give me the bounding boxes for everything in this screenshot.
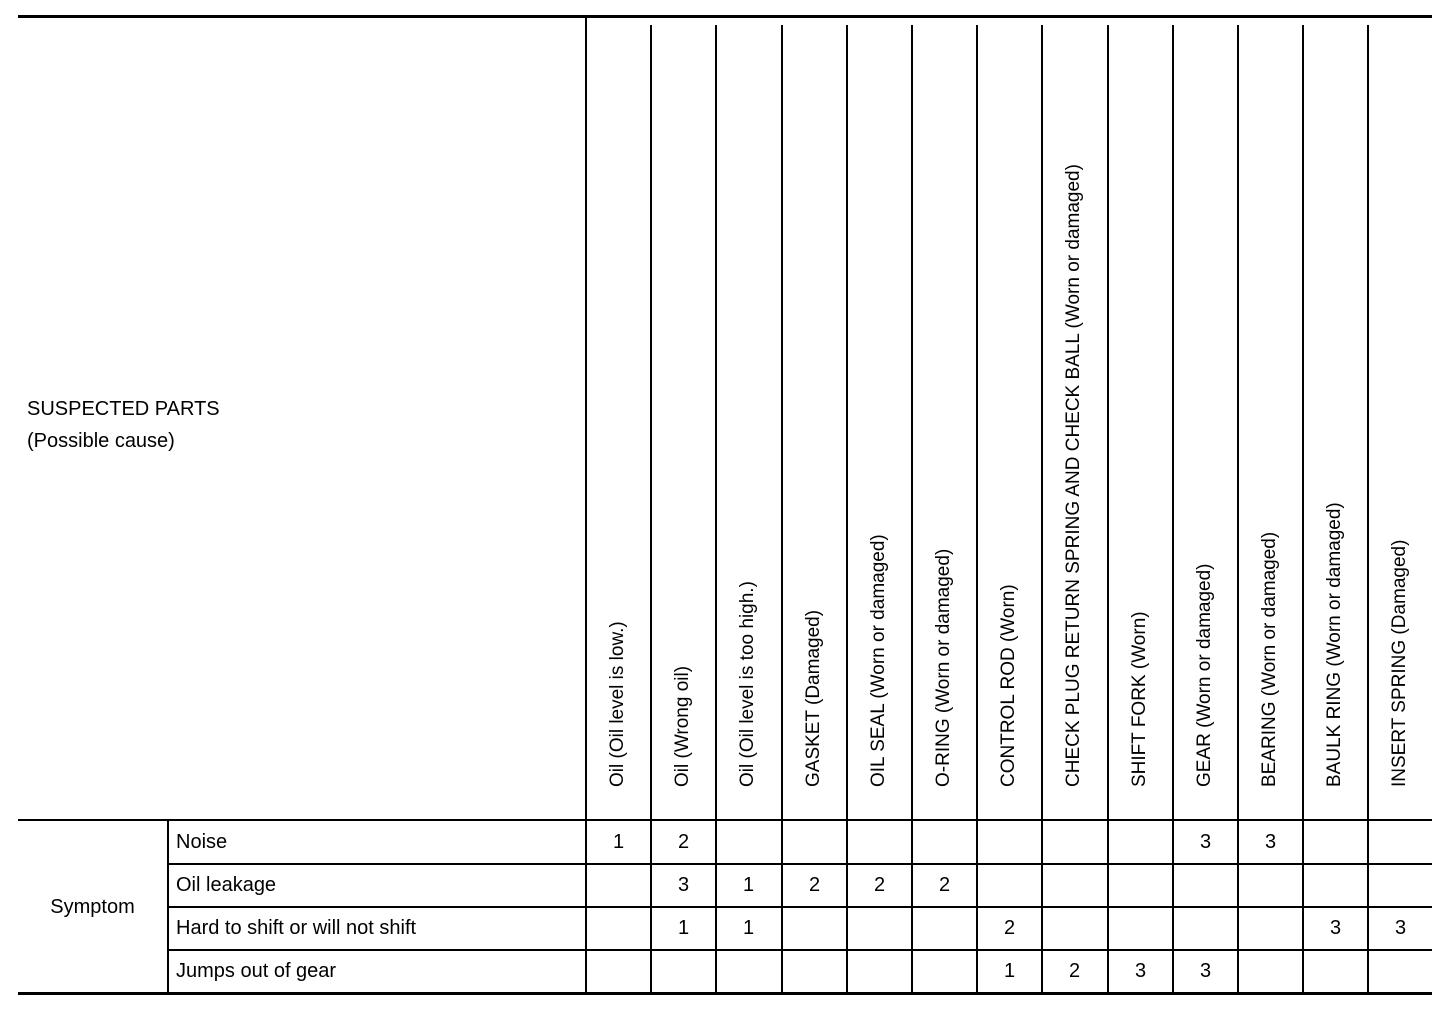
column-header-label: O-RING (Worn or damaged) bbox=[932, 548, 954, 787]
column-header bbox=[1172, 15, 1237, 819]
column-header bbox=[1107, 15, 1172, 819]
column-header bbox=[1041, 15, 1106, 819]
table-cell bbox=[1304, 821, 1367, 863]
table-cell bbox=[1239, 907, 1302, 949]
table-cell bbox=[1239, 950, 1302, 992]
table-cell bbox=[587, 907, 650, 949]
table-cell bbox=[848, 821, 911, 863]
column-header bbox=[976, 15, 1041, 819]
symptom-row-label: Oil leakage bbox=[176, 873, 277, 896]
table-cell bbox=[1239, 864, 1302, 906]
table-cell bbox=[978, 864, 1041, 906]
table-cell bbox=[848, 950, 911, 992]
column-header bbox=[1367, 15, 1432, 819]
table-cell bbox=[1043, 907, 1106, 949]
table-cell bbox=[783, 950, 846, 992]
title-line-1: SUSPECTED PARTS bbox=[27, 398, 220, 420]
title-line-2: (Possible cause) bbox=[27, 430, 175, 452]
troubleshooting-table bbox=[18, 15, 1432, 998]
symptom-label: Symptom bbox=[50, 895, 135, 918]
table-cell: 3 bbox=[1199, 830, 1212, 853]
column-header-label: OIL SEAL (Worn or damaged) bbox=[867, 534, 889, 787]
column-header-label: GEAR (Worn or damaged) bbox=[1193, 563, 1215, 787]
symptom-row-label: Noise bbox=[176, 830, 228, 853]
table-cell: 3 bbox=[1134, 959, 1147, 982]
table-cell: 2 bbox=[938, 873, 951, 896]
column-header bbox=[1237, 15, 1302, 819]
table-cell bbox=[1369, 950, 1432, 992]
table-cell: 3 bbox=[1264, 830, 1277, 853]
column-header bbox=[650, 15, 715, 819]
table-cell: 2 bbox=[1003, 916, 1016, 939]
table-cell bbox=[1043, 821, 1106, 863]
column-header-label: INSERT SPRING (Damaged) bbox=[1388, 539, 1410, 787]
table-cell: 3 bbox=[1394, 916, 1407, 939]
table-cell bbox=[1304, 864, 1367, 906]
table-cell bbox=[913, 950, 976, 992]
column-header-label: GASKET (Damaged) bbox=[802, 609, 824, 787]
table-cell bbox=[1174, 864, 1237, 906]
bottom-rule bbox=[18, 992, 1432, 995]
column-header-label: CONTROL ROD (Worn) bbox=[997, 584, 1019, 787]
table-cell bbox=[1109, 907, 1172, 949]
table-cell bbox=[1369, 821, 1432, 863]
column-header-label: BAULK RING (Worn or damaged) bbox=[1323, 502, 1345, 787]
column-header bbox=[585, 15, 650, 819]
table-cell bbox=[1109, 821, 1172, 863]
table-cell: 1 bbox=[677, 916, 690, 939]
table-cell: 1 bbox=[1003, 959, 1016, 982]
column-header-label: Oil (Wrong oil) bbox=[671, 665, 693, 787]
table-cell: 3 bbox=[677, 873, 690, 896]
column-header bbox=[911, 15, 976, 819]
table-cell bbox=[1043, 864, 1106, 906]
table-cell: 3 bbox=[1329, 916, 1342, 939]
table-cell: 3 bbox=[1199, 959, 1212, 982]
table-cell bbox=[978, 821, 1041, 863]
table-cell bbox=[587, 864, 650, 906]
table-cell bbox=[1174, 907, 1237, 949]
column-header bbox=[1302, 15, 1367, 819]
symptom-row-label: Jumps out of gear bbox=[176, 959, 337, 982]
column-header bbox=[846, 15, 911, 819]
table-cell bbox=[587, 950, 650, 992]
table-title bbox=[27, 393, 220, 457]
table-cell bbox=[783, 821, 846, 863]
column-header-label: SHIFT FORK (Worn) bbox=[1128, 611, 1150, 787]
table-cell: 1 bbox=[742, 873, 755, 896]
table-cell bbox=[717, 821, 780, 863]
table-cell: 1 bbox=[742, 916, 755, 939]
column-header bbox=[781, 15, 846, 819]
symptom-row-label: Hard to shift or will not shift bbox=[176, 916, 417, 939]
table-cell: 2 bbox=[677, 830, 690, 853]
column-header-label: Oil (Oil level is low.) bbox=[606, 621, 628, 787]
table-cell: 1 bbox=[612, 830, 625, 853]
table-cell: 2 bbox=[1068, 959, 1081, 982]
table-cell bbox=[1369, 864, 1432, 906]
column-header bbox=[715, 15, 780, 819]
column-header-label: BEARING (Worn or damaged) bbox=[1258, 531, 1280, 787]
column-header-label: Oil (Oil level is too high.) bbox=[736, 581, 758, 787]
table-cell: 2 bbox=[873, 873, 886, 896]
table-cell bbox=[1109, 864, 1172, 906]
table-cell: 2 bbox=[808, 873, 821, 896]
table-cell bbox=[848, 907, 911, 949]
table-cell bbox=[652, 950, 715, 992]
table-cell bbox=[913, 821, 976, 863]
symptom-column-divider bbox=[167, 819, 169, 993]
column-header-label: CHECK PLUG RETURN SPRING AND CHECK BALL (Worn or damaged) bbox=[1062, 164, 1084, 787]
table-cell bbox=[913, 907, 976, 949]
table-cell bbox=[783, 907, 846, 949]
table-cell bbox=[1304, 950, 1367, 992]
table-cell bbox=[717, 950, 780, 992]
